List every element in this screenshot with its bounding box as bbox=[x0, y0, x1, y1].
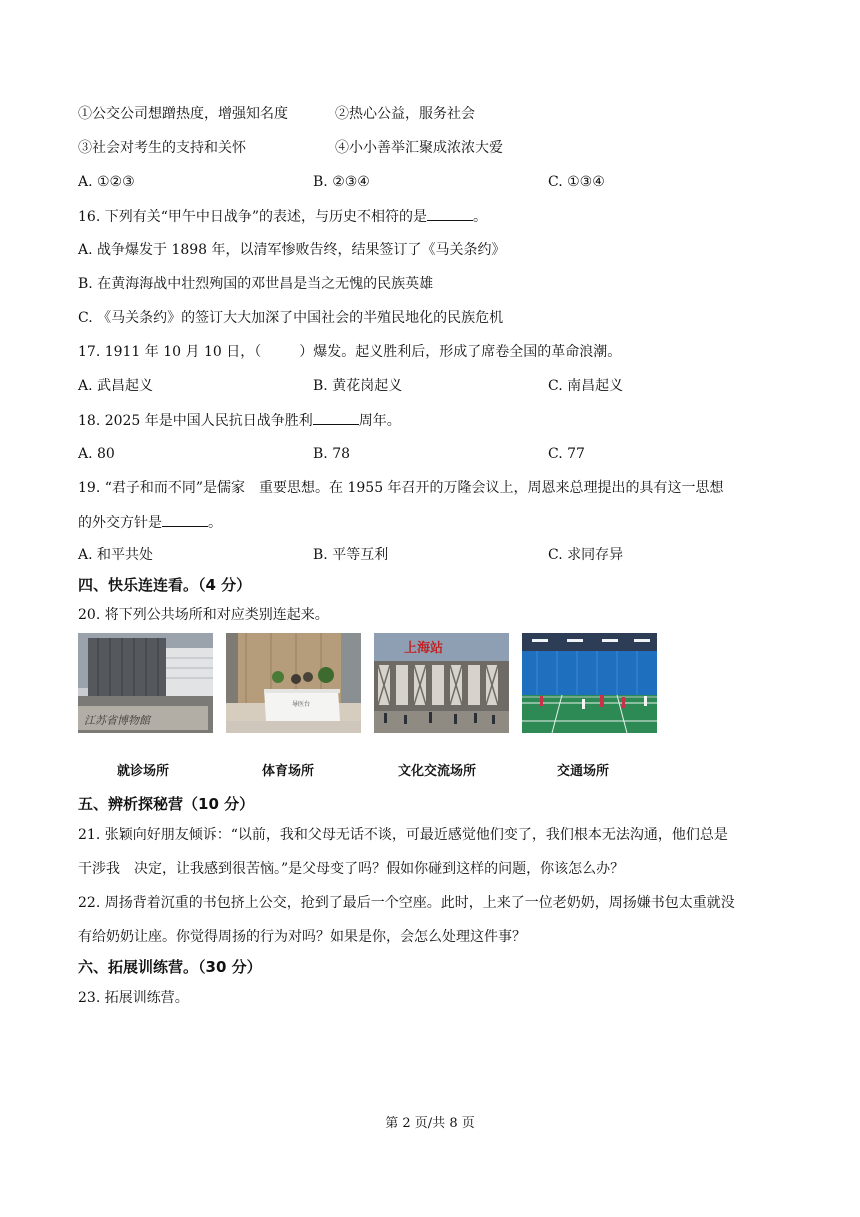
q15-item-2: ②热心公益，服务社会 bbox=[335, 106, 475, 122]
q17-option-a: A. 武昌起义 bbox=[78, 378, 154, 394]
museum-photo bbox=[78, 633, 213, 733]
q18-option-a: A. 80 bbox=[78, 446, 115, 462]
q22-line2: 有给奶奶让座。你觉得周扬的行为对吗？如果是你，会怎么处理这件事？ bbox=[78, 929, 526, 945]
q15-option-b: B. ②③④ bbox=[313, 174, 370, 190]
q16-option-c: C. 《马关条约》的签订大大加深了中国社会的半殖民地化的民族危机 bbox=[78, 310, 504, 326]
q17-option-b: B. 黄花岗起义 bbox=[313, 378, 403, 394]
section-heading-5: 五、辨析探秘营（10 分） bbox=[78, 795, 255, 813]
q19-stem-line1: 19. “君子和而不同”是儒家 重要思想。在 1955 年召开的万隆会议上，周恩来总理提出的具有这一思想 bbox=[78, 480, 724, 496]
q18-option-c: C. 77 bbox=[548, 446, 585, 462]
hospital-desk-photo bbox=[226, 633, 361, 733]
q21-line1: 21. 张颖向好朋友倾诉：“以前，我和父母无话不谈，可最近感觉他们变了，我们根本无法沟通，他们总是 bbox=[78, 827, 728, 843]
q15-option-a: A. ①②③ bbox=[78, 174, 135, 190]
q21-line2: 干涉我 决定，让我感到很苦恼。”是父母变了吗？假如你碰到这样的问题，你该怎么办？ bbox=[78, 861, 625, 877]
q17-stem: 17. 1911 年 10 月 10 日，（ ）爆发。起义胜利后，形成了席卷全国的革命浪潮。 bbox=[78, 344, 622, 360]
caption-transport: 交通场所 bbox=[557, 764, 610, 779]
section-heading-6: 六、拓展训练营。（30 分） bbox=[78, 958, 262, 976]
caption-medical: 就诊场所 bbox=[117, 764, 170, 779]
q15-item-4: ④小小善举汇聚成浓浓大爱 bbox=[335, 140, 503, 156]
station-sign: 上海站 bbox=[404, 641, 444, 656]
museum-sign: 江苏省博物館 bbox=[84, 714, 150, 727]
q23-stem: 23. 拓展训练营。 bbox=[78, 990, 189, 1006]
q17-option-c: C. 南昌起义 bbox=[548, 378, 624, 394]
q19-option-a: A. 和平共处 bbox=[78, 547, 154, 563]
q22-line1: 22. 周扬背着沉重的书包挤上公交，抢到了最后一个空座。此时，上来了一位老奶奶，周扬嫌书包太重就没 bbox=[78, 895, 735, 911]
section-heading-4: 四、快乐连连看。（4 分） bbox=[78, 576, 252, 594]
page-footer: 第 2 页/共 8 页 bbox=[385, 1116, 475, 1131]
q16-option-b: B. 在黄海海战中壮烈殉国的邓世昌是当之无愧的民族英雄 bbox=[78, 276, 434, 292]
q16-stem: 16. 下列有关“甲午中日战争”的表述，与历史不相符的是 。 bbox=[78, 206, 487, 227]
q18-option-b: B. 78 bbox=[313, 446, 351, 462]
q19-stem-line2: 的外交方针是 。 bbox=[78, 512, 222, 533]
sports-hall-photo bbox=[522, 633, 657, 733]
q15-item-3: ③社会对考生的支持和关怀 bbox=[78, 140, 246, 156]
answer-blank bbox=[427, 206, 473, 221]
caption-cultural: 文化交流场所 bbox=[398, 764, 477, 779]
desk-sign: 导医台 bbox=[292, 701, 311, 708]
q18-stem: 18. 2025 年是中国人民抗日战争胜利 周年。 bbox=[78, 410, 401, 431]
q15-item-1: ①公交公司想蹭热度，增强知名度 bbox=[78, 106, 288, 122]
q16-option-a: A. 战争爆发于 1898 年，以清军惨败告终，结果签订了《马关条约》 bbox=[78, 242, 506, 258]
q20-stem: 20. 将下列公共场所和对应类别连起来。 bbox=[78, 607, 329, 623]
railway-station-photo bbox=[374, 633, 509, 733]
q19-option-b: B. 平等互利 bbox=[313, 547, 389, 563]
q19-option-c: C. 求同存异 bbox=[548, 547, 624, 563]
q15-option-c: C. ①③④ bbox=[548, 174, 605, 190]
answer-blank bbox=[162, 512, 208, 527]
caption-sports: 体育场所 bbox=[262, 764, 315, 779]
answer-blank bbox=[313, 410, 359, 425]
